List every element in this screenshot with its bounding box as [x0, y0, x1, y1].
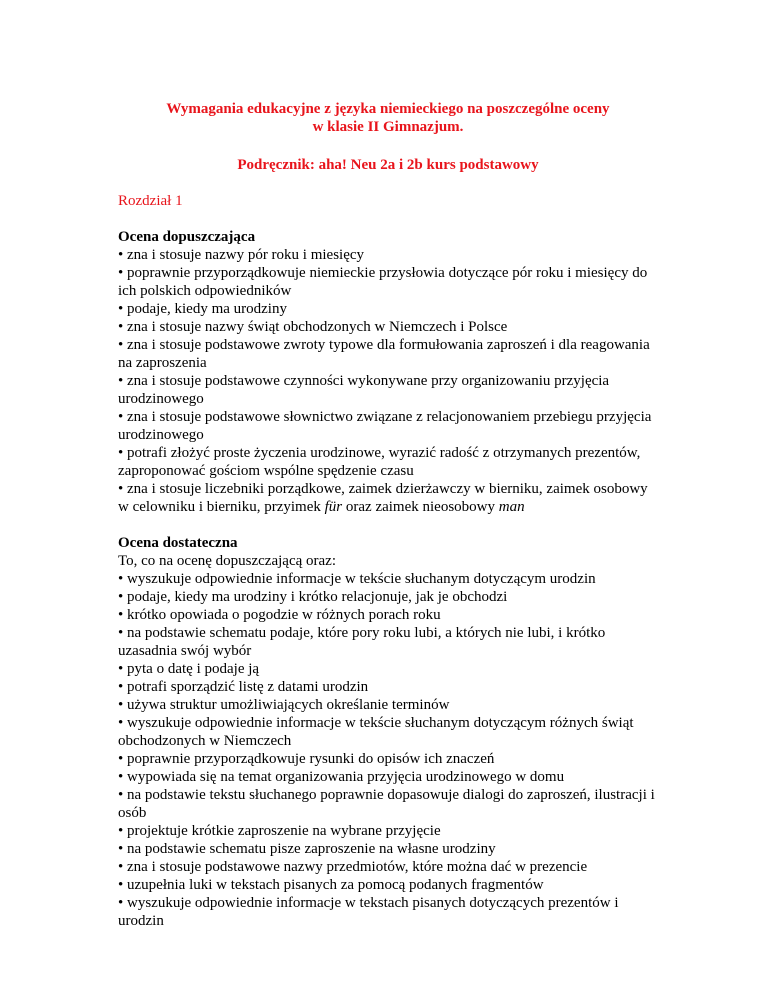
- list-item: • na podstawie schematu podaje, które pory roku lubi, a których nie lubi, i krótko uzasadnia swój wybór: [118, 624, 658, 660]
- list-item: • potrafi złożyć proste życzenia urodzinowe, wyrazić radość z otrzymanych prezentów, zaproponować gościom wspólne spędzenie czasu: [118, 444, 658, 480]
- list-item: • poprawnie przyporządkowuje rysunki do opisów ich znaczeń: [118, 750, 658, 768]
- requirements-list: [118, 570, 658, 930]
- list-item: • potrafi sporządzić listę z datami urodzin: [118, 678, 658, 696]
- chapter-heading: Rozdział 1: [118, 193, 183, 209]
- item-italic-fur: für: [324, 499, 343, 515]
- section-dostateczna: [118, 534, 658, 930]
- list-item: • zna i stosuje podstawowe zwroty typowe dla formułowania zaproszeń i dla reagowania na zaproszenia: [118, 336, 658, 372]
- list-item: • na podstawie schematu pisze zaproszenie na własne urodziny: [118, 840, 658, 858]
- list-item: • podaje, kiedy ma urodziny: [118, 300, 658, 318]
- list-item: • zna i stosuje podstawowe nazwy przedmiotów, które można dać w prezencie: [118, 858, 658, 876]
- title-line-2: w klasie II Gimnazjum.: [312, 119, 464, 135]
- list-item: • wyszukuje odpowiednie informacje w tekście słuchanym dotyczącym urodzin: [118, 570, 658, 588]
- list-item: • projektuje krótkie zaproszenie na wybrane przyjęcie: [118, 822, 658, 840]
- list-item: • wyszukuje odpowiednie informacje w tekście słuchanym dotyczącym różnych świąt obchodzonych w Niemczech: [118, 714, 658, 750]
- title-line-1: Wymagania edukacyjne z języka niemieckiego na poszczególne oceny: [166, 101, 610, 117]
- list-item: • zna i stosuje nazwy pór roku i miesięcy: [118, 246, 658, 264]
- list-item: • krótko opowiada o pogodzie w różnych porach roku: [118, 606, 658, 624]
- list-item: • uzupełnia luki w tekstach pisanych za pomocą podanych fragmentów: [118, 876, 658, 894]
- textbook-line: Podręcznik: aha! Neu 2a i 2b kurs podstawowy: [237, 157, 539, 173]
- list-item: • wyszukuje odpowiednie informacje w tekstach pisanych dotyczących prezentów i urodzin: [118, 894, 658, 930]
- requirements-list: [118, 246, 658, 516]
- item-text: zna i stosuje liczebniki porządkowe, zaimek dzierżawczy w bierniku, zaimek osobowy w celowniku i bierniku, przyimek: [118, 481, 648, 515]
- list-item: • wypowiada się na temat organizowania przyjęcia urodzinowego w domu: [118, 768, 658, 786]
- document-title: [118, 100, 658, 136]
- list-item: • zna i stosuje podstawowe słownictwo związane z relacjonowaniem przebiegu przyjęcia urodzinowego: [118, 408, 658, 444]
- section-dopuszczajaca: [118, 228, 658, 516]
- list-item: • poprawnie przyporządkowuje niemieckie przysłowia dotyczące pór roku i miesięcy do ich polskich odpowiedników: [118, 264, 658, 300]
- list-item: • używa struktur umożliwiających określanie terminów: [118, 696, 658, 714]
- section-heading: Ocena dostateczna: [118, 535, 238, 551]
- list-item: • zna i stosuje nazwy świąt obchodzonych w Niemczech i Polsce: [118, 318, 658, 336]
- list-item: • na podstawie tekstu słuchanego poprawnie dopasowuje dialogi do zaproszeń, ilustracji i osób: [118, 786, 658, 822]
- list-item: • zna i stosuje podstawowe czynności wykonywane przy organizowaniu przyjęcia urodzinowego: [118, 372, 658, 408]
- item-text: oraz zaimek nieosobowy: [342, 499, 499, 515]
- section-intro: To, co na ocenę dopuszczającą oraz:: [118, 553, 336, 569]
- list-item: • podaje, kiedy ma urodziny i krótko relacjonuje, jak je obchodzi: [118, 588, 658, 606]
- section-heading: Ocena dopuszczająca: [118, 229, 256, 245]
- list-item: • pyta o datę i podaje ją: [118, 660, 658, 678]
- item-italic-man: man: [498, 499, 525, 515]
- list-item: [118, 480, 658, 516]
